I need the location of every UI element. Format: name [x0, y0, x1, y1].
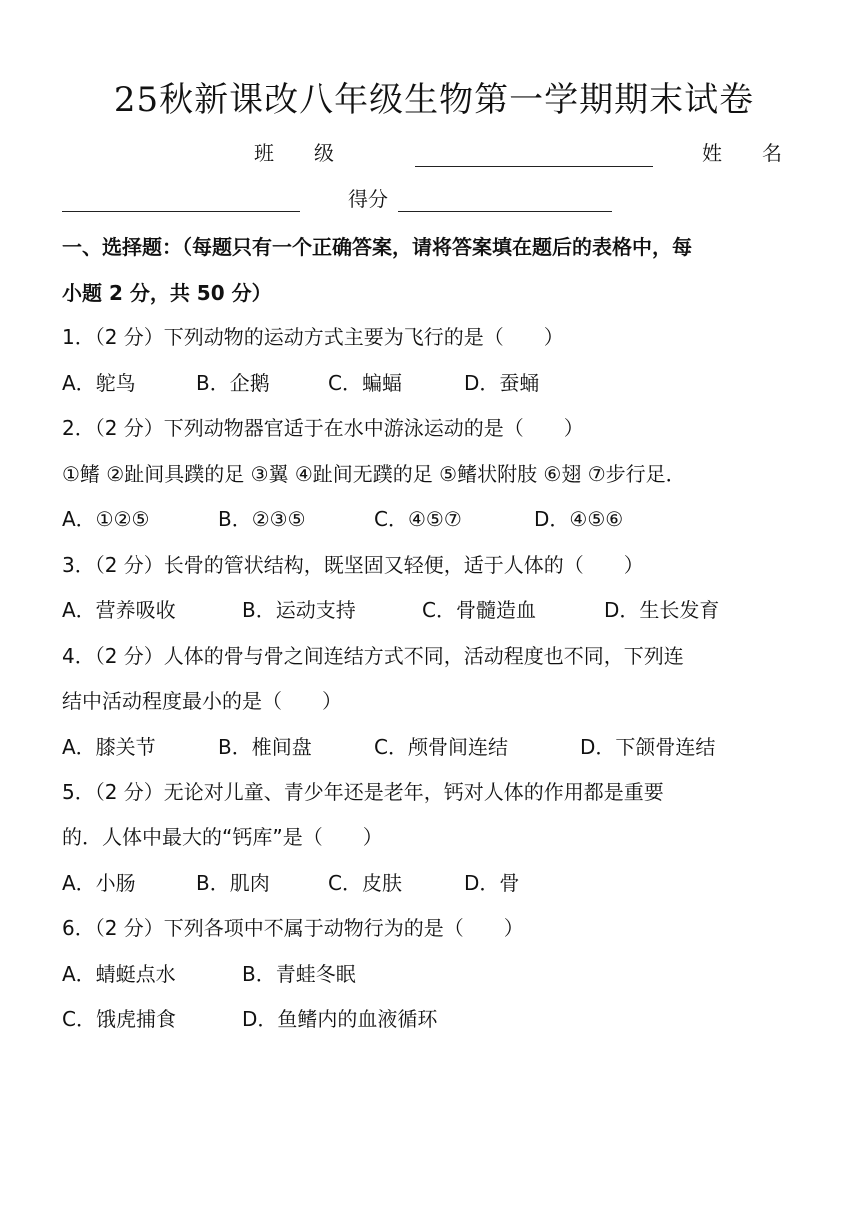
option-b: B．椎间盘 — [218, 735, 312, 759]
option-d: D．蚕蛹 — [464, 371, 540, 395]
section-heading-line1: 一、选择题：（每题只有一个正确答案，请将答案填在题后的表格中，每 — [62, 235, 692, 259]
option-c: C．骨髓造血 — [422, 598, 536, 622]
option-c: C．皮肤 — [328, 871, 402, 895]
name-field-underline — [62, 211, 300, 212]
question-4-options — [62, 732, 822, 762]
question-3-options — [62, 595, 822, 625]
section-heading-line2: 小题 2 分，共 50 分） — [62, 281, 272, 305]
question-4-stem-line1: 4．（2 分）人体的骨与骨之间连结方式不同，活动程度也不同，下列连 — [62, 644, 684, 668]
option-b: B．肌肉 — [196, 871, 270, 895]
name-label: 姓 名 — [702, 141, 782, 165]
option-a: A．营养吸收 — [62, 598, 176, 622]
option-d: D．④⑤⑥ — [534, 507, 624, 531]
class-label: 班 级 — [254, 141, 334, 165]
option-b: B．运动支持 — [242, 598, 356, 622]
question-5-stem-line2: 的．人体中最大的“钙库”是（ ） — [62, 825, 383, 849]
question-4-stem-line2: 结中活动程度最小的是（ ） — [62, 689, 342, 713]
class-field-underline — [415, 166, 653, 167]
option-a: A．蜻蜓点水 — [62, 962, 176, 986]
option-c: C．饿虎捕食 — [62, 1007, 176, 1031]
question-6-stem: 6．（2 分）下列各项中不属于动物行为的是（ ） — [62, 916, 524, 940]
option-b: B．②③⑤ — [218, 507, 306, 531]
option-d: D．骨 — [464, 871, 520, 895]
option-c: C．蝙蝠 — [328, 371, 402, 395]
option-d: D．生长发育 — [604, 598, 720, 622]
option-b: B．青蛙冬眠 — [242, 962, 356, 986]
score-label: 得分 — [348, 187, 388, 211]
option-a: A．小肠 — [62, 871, 136, 895]
question-2-options — [62, 504, 822, 534]
question-2-items: ①鳍 ②趾间具蹼的足 ③翼 ④趾间无蹼的足 ⑤鳍状附肢 ⑥翅 ⑦步行足． — [62, 462, 686, 486]
question-1-stem: 1．（2 分）下列动物的运动方式主要为飞行的是（ ） — [62, 325, 564, 349]
option-a: A．膝关节 — [62, 735, 156, 759]
question-2-stem: 2．（2 分）下列动物器官适于在水中游泳运动的是（ ） — [62, 416, 584, 440]
question-1-options — [62, 368, 822, 398]
question-3-stem: 3．（2 分）长骨的管状结构，既坚固又轻便，适于人体的（ ） — [62, 553, 644, 577]
option-d: D．鱼鳍内的血液循环 — [242, 1007, 438, 1031]
question-6-options-row2 — [62, 1004, 822, 1034]
option-b: B．企鹅 — [196, 371, 270, 395]
score-field-underline — [398, 211, 612, 212]
section-heading — [62, 224, 822, 316]
page-title: 25秋新课改八年级生物第一学期期末试卷 — [113, 80, 755, 120]
option-c: C．④⑤⑦ — [374, 507, 462, 531]
question-5-options — [62, 868, 822, 898]
question-5-stem-line1: 5．（2 分）无论对儿童、青少年还是老年，钙对人体的作用都是重要 — [62, 780, 664, 804]
option-a: A．①②⑤ — [62, 507, 150, 531]
option-a: A．鸵鸟 — [62, 371, 136, 395]
option-c: C．颅骨间连结 — [374, 735, 508, 759]
question-6-options-row1 — [62, 959, 822, 989]
option-d: D．下颌骨连结 — [580, 735, 716, 759]
